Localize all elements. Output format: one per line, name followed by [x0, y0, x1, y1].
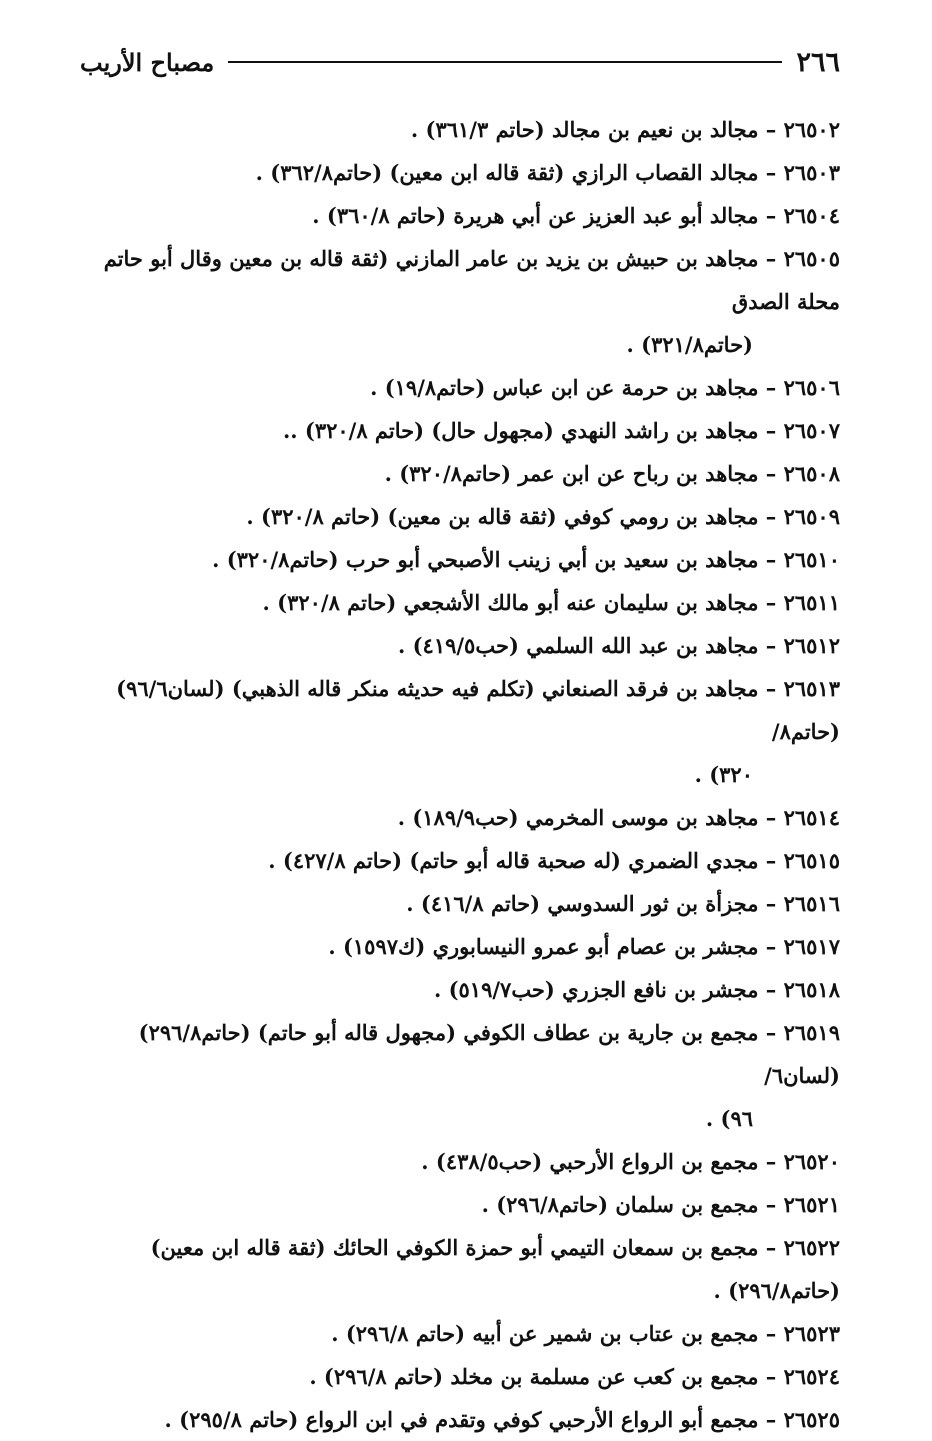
entry-item: ٢٦٥١٠ – مجاهد بن سعيد بن أبي زينب الأصبحي أبو حرب (حاتم٣٢٠/٨) .	[212, 547, 840, 572]
entry-number: ٢٦٥١٤	[783, 805, 840, 830]
entry-text: مجزأة بن ثور السدوسي (حاتم ٤١٦/٨) .	[406, 891, 759, 916]
entry-text: مجمع بن كعب عن مسلمة بن مخلد (حاتم ٢٩٦/٨) .	[309, 1364, 759, 1389]
entry-text: مجاهد بن فرقد الصنعاني (تكلم فيه حديثه منكر قاله الذهبي) (لسان٩٦/٦) (حاتم٨/	[116, 676, 840, 744]
entry-item: ٢٦٥١٦ – مجزأة بن ثور السدوسي (حاتم ٤١٦/٨) .	[406, 891, 840, 916]
entry-item: ٢٦٥١٨ – مجشر بن نافع الجزري (حب٥١٩/٧) .	[433, 977, 840, 1002]
entry-item: ٢٦٥٠٥ – مجاهد بن حبيش بن يزيد بن عامر المازني (ثقة قاله بن معين وقال أبو حاتم محلة الصدق (حاتم٣٢١/٨) .	[72, 237, 840, 366]
entry-text: مجمع بن عتاب بن شمير عن أبيه (حاتم ٢٩٦/٨) .	[331, 1321, 759, 1346]
entry-number: ٢٦٥٢٠	[783, 1149, 840, 1174]
entry-text: مجدي الضمري (له صحبة قاله أبو حاتم) (حاتم ٤٢٧/٨) .	[268, 848, 759, 873]
entry-item: ٢٦٥١٩ – مجمع بن جارية بن عطاف الكوفي (مجهول قاله أبو حاتم) (حاتم٢٩٦/٨) (لسان٦/ ٩٦) .	[72, 1011, 840, 1140]
entry-text: مجاهد بن سعيد بن أبي زينب الأصبحي أبو حرب (حاتم٣٢٠/٨) .	[212, 547, 759, 572]
entry-number: ٢٦٥١١	[783, 590, 840, 615]
entry-text: مجالد بن نعيم بن مجالد (حاتم ٣٦١/٣) .	[410, 117, 759, 142]
entry-item: ٢٦٥٢٣ – مجمع بن عتاب بن شمير عن أبيه (حاتم ٢٩٦/٨) .	[331, 1321, 840, 1346]
entry-continuation: (حاتم٣٢١/٨) .	[626, 332, 753, 357]
entry-item: ٢٦٥٠٧ – مجاهد بن راشد النهدي (مجهول حال) (حاتم ٣٢٠/٨) ..	[282, 418, 840, 443]
entry-text: مجاهد بن عبد الله السلمي (حب٤١٩/٥) .	[397, 633, 759, 658]
entry-number: ٢٦٥٢٣	[783, 1321, 840, 1346]
entry-text: مجمع بن سلمان (حاتم٢٩٦/٨) .	[481, 1192, 759, 1217]
entry-text: مجاهد بن موسى المخرمي (حب١٨٩/٩) .	[397, 805, 759, 830]
entry-number: ٢٦٥٠٤	[783, 203, 840, 228]
header-rule	[228, 61, 782, 63]
entry-number: ٢٦٥٠٥	[783, 246, 840, 271]
entry-item: ٢٦٥٠٢ – مجالد بن نعيم بن مجالد (حاتم ٣٦١/٣) .	[410, 117, 840, 142]
entry-item: ٢٦٥٢٠ – مجمع بن الرواع الأرحبي (حب٤٣٨/٥) .	[421, 1149, 840, 1174]
entry-text: مجالد أبو عبد العزيز عن أبي هريرة (حاتم ٣٦٠/٨) .	[312, 203, 759, 228]
entry-item: ٢٦٥٢٢ – مجمع بن سمعان التيمي أبو حمزة الكوفي الحائك (ثقة قاله ابن معين) (حاتم٢٩٦/٨) .	[150, 1235, 840, 1303]
entry-item: ٢٦٥٠٣ – مجالد القصاب الرازي (ثقة قاله ابن معين) (حاتم٣٦٢/٨) .	[255, 160, 840, 185]
entry-text: مجاهد بن حرمة عن ابن عباس (حاتم١٩/٨) .	[370, 375, 759, 400]
entry-item: ٢٦٥١٢ – مجاهد بن عبد الله السلمي (حب٤١٩/٥) .	[397, 633, 840, 658]
entry-number: ٢٦٥١٠	[783, 547, 840, 572]
entry-number: ٢٦٥٢١	[783, 1192, 840, 1217]
entry-text: مجمع بن سمعان التيمي أبو حمزة الكوفي الحائك (ثقة قاله ابن معين) (حاتم٢٩٦/٨) .	[150, 1235, 840, 1303]
entry-number: ٢٦٥٠٧	[783, 418, 840, 443]
entries-list	[72, 108, 840, 1441]
entry-number: ٢٦٥٠٩	[783, 504, 840, 529]
entry-item: ٢٦٥١٧ – مجشر بن عصام أبو عمرو النيسابوري (ك١٥٩٧) .	[328, 934, 840, 959]
entry-number: ٢٦٥١٦	[783, 891, 840, 916]
entry-item: ٢٦٥٠٩ – مجاهد بن رومي كوفي (ثقة قاله بن معين) (حاتم ٣٢٠/٨) .	[246, 504, 840, 529]
entry-item: ٢٦٥٠٤ – مجالد أبو عبد العزيز عن أبي هريرة (حاتم ٣٦٠/٨) .	[312, 203, 840, 228]
entry-text: مجمع بن جارية بن عطاف الكوفي (مجهول قاله أبو حاتم) (حاتم٢٩٦/٨) (لسان٦/	[138, 1020, 840, 1088]
entry-continuation: ٩٦) .	[705, 1106, 753, 1131]
entry-item: ٢٦٥١٤ – مجاهد بن موسى المخرمي (حب١٨٩/٩) .	[397, 805, 840, 830]
entry-continuation: ٣٢٠) .	[694, 762, 753, 787]
entry-text: مجشر بن عصام أبو عمرو النيسابوري (ك١٥٩٧) .	[328, 934, 759, 959]
page-header	[80, 42, 840, 82]
entry-number: ٢٦٥١٣	[783, 676, 840, 701]
entry-text: مجاهد بن سليمان عنه أبو مالك الأشجعي (حاتم ٣٢٠/٨) .	[262, 590, 759, 615]
entry-number: ٢٦٥١٥	[783, 848, 840, 873]
entry-item: ٢٦٥١٣ – مجاهد بن فرقد الصنعاني (تكلم فيه حديثه منكر قاله الذهبي) (لسان٩٦/٦) (حاتم٨/ ٣٢٠) .	[72, 667, 840, 796]
entry-number: ٢٦٥١٨	[783, 977, 840, 1002]
entry-item: ٢٦٥٠٦ – مجاهد بن حرمة عن ابن عباس (حاتم١٩/٨) .	[370, 375, 840, 400]
entry-text: مجاهد بن حبيش بن يزيد بن عامر المازني (ثقة قاله بن معين وقال أبو حاتم محلة الصدق	[103, 246, 840, 314]
page-number: ٢٦٦	[796, 46, 840, 78]
entry-item: ٢٦٥٢٤ – مجمع بن كعب عن مسلمة بن مخلد (حاتم ٢٩٦/٨) .	[309, 1364, 840, 1389]
entry-text: مجشر بن نافع الجزري (حب٥١٩/٧) .	[433, 977, 759, 1002]
entry-number: ٢٦٥١٧	[783, 934, 840, 959]
entry-number: ٢٦٥٠٨	[783, 461, 840, 486]
entry-item: ٢٦٥٠٨ – مجاهد بن رباح عن ابن عمر (حاتم٣٢٠/٨) .	[384, 461, 840, 486]
entry-number: ٢٦٥٢٤	[783, 1364, 840, 1389]
entry-number: ٢٦٥٠٢	[783, 117, 840, 142]
entry-item: ٢٦٥٢١ – مجمع بن سلمان (حاتم٢٩٦/٨) .	[481, 1192, 840, 1217]
entry-number: ٢٦٥١٩	[783, 1020, 840, 1045]
entry-text: مجاهد بن رومي كوفي (ثقة قاله بن معين) (حاتم ٣٢٠/٨) .	[246, 504, 759, 529]
entry-text: مجالد القصاب الرازي (ثقة قاله ابن معين) (حاتم٣٦٢/٨) .	[255, 160, 759, 185]
entry-text: مجاهد بن رباح عن ابن عمر (حاتم٣٢٠/٨) .	[384, 461, 759, 486]
entry-text: مجاهد بن راشد النهدي (مجهول حال) (حاتم ٣٢٠/٨) ..	[282, 418, 759, 443]
entry-item: ٢٦٥١١ – مجاهد بن سليمان عنه أبو مالك الأشجعي (حاتم ٣٢٠/٨) .	[262, 590, 840, 615]
entry-number: ٢٦٥٢٢	[783, 1235, 840, 1260]
entry-text: مجمع بن الرواع الأرحبي (حب٤٣٨/٥) .	[421, 1149, 759, 1174]
entry-number: ٢٦٥٠٦	[783, 375, 840, 400]
entry-number: ٢٦٥٠٣	[783, 160, 840, 185]
entry-item: ٢٦٥٢٥ – مجمع أبو الرواع الأرحبي كوفي وتقدم في ابن الرواع (حاتم ٢٩٥/٨) .	[164, 1407, 840, 1432]
entry-item: ٢٦٥١٥ – مجدي الضمري (له صحبة قاله أبو حاتم) (حاتم ٤٢٧/٨) .	[268, 848, 840, 873]
entry-number: ٢٦٥١٢	[783, 633, 840, 658]
book-title: مصباح الأريب	[80, 47, 215, 77]
entry-text: مجمع أبو الرواع الأرحبي كوفي وتقدم في ابن الرواع (حاتم ٢٩٥/٨) .	[164, 1407, 759, 1432]
entry-number: ٢٦٥٢٥	[783, 1407, 840, 1432]
